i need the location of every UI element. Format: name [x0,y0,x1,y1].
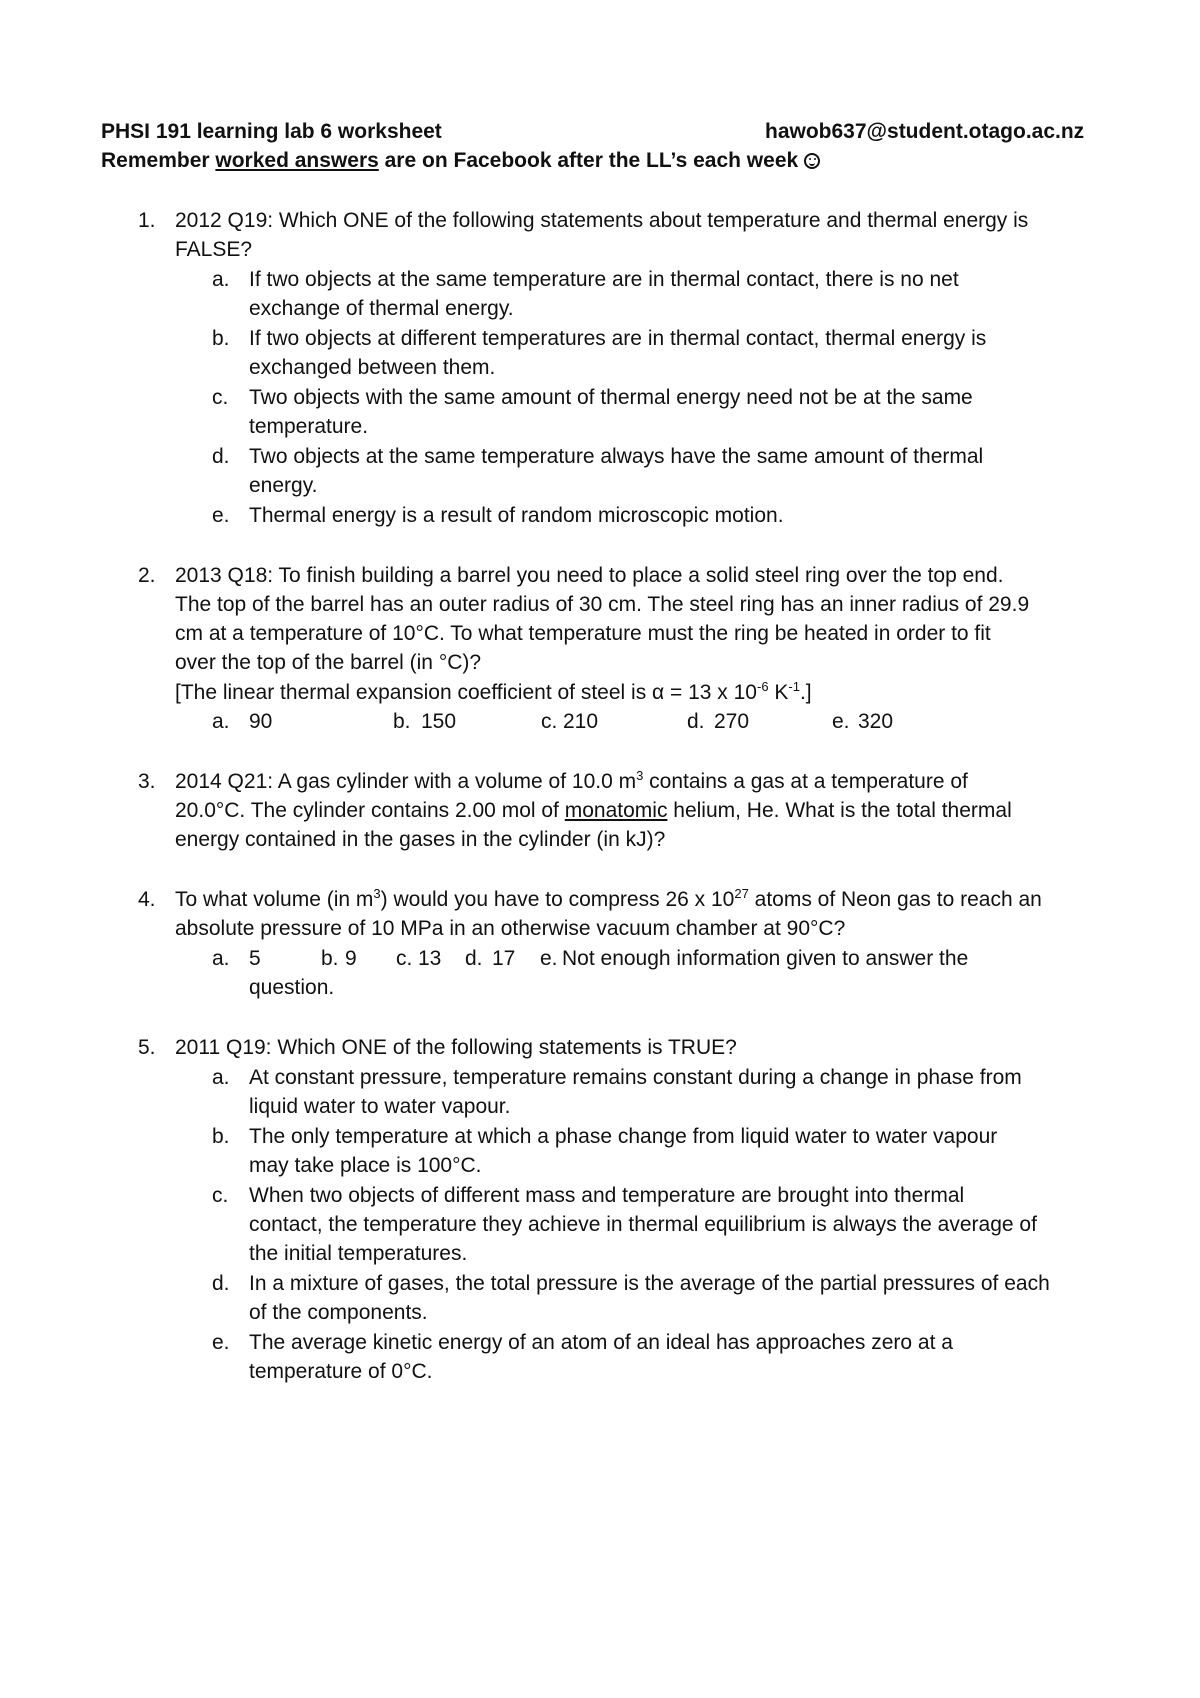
smiley-icon [804,153,820,169]
q1-option-text: exchange of thermal energy. [249,297,514,320]
q2-answer-value: 150 [421,710,457,733]
q5-option-text: of the components. [249,1301,428,1324]
q4-answer-value: Not enough information given to answer the [562,947,969,970]
author-email: hawob637@student.otago.ac.nz [765,120,1085,143]
question-2-line: 2013 Q18: To finish building a barrel you need to place a solid steel ring over the top end. [175,564,1004,587]
q5-option-letter: d. [212,1272,230,1295]
q4-exponent: 27 [734,886,749,901]
q4-answer-value: 13 [418,947,442,970]
q5-option-text: When two objects of different mass and temperature are brought into thermal [249,1184,965,1207]
question-4-line [175,886,1042,914]
question-4-number: 4. [138,888,156,911]
q3-exponent: 3 [636,768,644,783]
q1-option-text: Two objects with the same amount of thermal energy need not be at the same [249,386,973,409]
q4-text: ) would you have to compress 26 x 10 [380,888,735,911]
q5-option-letter: c. [212,1184,229,1207]
question-2-line: over the top of the barrel (in °C)? [175,651,482,674]
q5-option-text: The only temperature at which a phase change from liquid water to water vapour [249,1125,998,1148]
q4-answer-value: 17 [492,947,516,970]
q5-option-text: the initial temperatures. [249,1242,468,1265]
question-3-line [175,797,1012,825]
q1-option-text: If two objects at the same temperature are in thermal contact, there is no net [249,268,959,291]
q5-option-text: At constant pressure, temperature remains constant during a change in phase from [249,1066,1022,1089]
question-3-line: energy contained in the gases in the cylinder (in kJ)? [175,828,666,851]
q1-option-text: temperature. [249,415,369,438]
question-4-line: absolute pressure of 10 MPa in an otherwise vacuum chamber at 90°C? [175,917,846,940]
q1-option-letter: c. [212,386,229,409]
q2-answer-letter: d. [687,710,705,733]
q3-text: helium, He. What is the total thermal [667,799,1012,822]
q5-option-text: liquid water to water vapour. [249,1095,511,1118]
q1-option-letter: d. [212,445,230,468]
q5-option-text: temperature of 0°C. [249,1360,433,1383]
q1-option-letter: a. [212,268,230,291]
q5-option-letter: a. [212,1066,230,1089]
coef-text: [The linear thermal expansion coefficient of steel is α = 13 x 10 [175,681,757,704]
q5-option-text: contact, the temperature they achieve in thermal equilibrium is always the average of [249,1213,1037,1236]
q1-option-text: energy. [249,474,318,497]
q1-option-text: exchanged between them. [249,356,496,379]
q3-text: contains a gas at a temperature of [643,770,968,793]
coef-unit: K [768,681,789,704]
q4-answer-letter: d. [465,947,483,970]
q5-option-text: may take place is 100°C. [249,1154,482,1177]
q2-answer-letter: b. [393,710,411,733]
q4-answer-letter: b. [321,947,339,970]
question-1-line: FALSE? [175,238,253,261]
q2-answer-value: 90 [249,710,273,733]
q3-text: 20.0°C. The cylinder contains 2.00 mol of [175,799,565,822]
question-1-number: 1. [138,209,156,232]
q4-answer-value: 9 [345,947,357,970]
q2-answer-letter: c. [541,710,558,733]
q5-option-letter: b. [212,1125,230,1148]
monatomic-underlined: monatomic [564,799,668,822]
q5-option-text: In a mixture of gases, the total pressure is the average of the partial pressures of each [249,1272,1050,1295]
reminder-pre: Remember [101,149,216,172]
q1-option-text: If two objects at different temperatures are in thermal contact, thermal energy is [249,327,987,350]
question-2-number: 2. [138,564,156,587]
q1-option-letter: b. [212,327,230,350]
worksheet-title: PHSI 191 learning lab 6 worksheet [101,120,442,143]
q5-option-text: The average kinetic energy of an atom of an ideal has approaches zero at a [249,1331,953,1354]
q4-answer-value: 5 [249,947,261,970]
q4-exponent: 3 [373,886,381,901]
q2-answer-letter: e. [832,710,850,733]
q2-answer-letter: a. [212,710,230,733]
question-1-line: 2012 Q19: Which ONE of the following statements about temperature and thermal energy is [175,209,1029,232]
q5-option-letter: e. [212,1331,230,1354]
q2-answer-value: 320 [858,710,894,733]
q2-answer-value: 270 [714,710,750,733]
coef-exponent: -6 [757,679,769,694]
expansion-coefficient-note [175,679,812,707]
question-3-line [175,768,968,796]
q4-answer-letter: a. [212,947,230,970]
coef-unit-exponent: -1 [788,679,800,694]
q3-text: 2014 Q21: A gas cylinder with a volume of 10.0 m [175,770,637,793]
reminder-line [101,147,820,175]
q4-answer-letter: c. [396,947,413,970]
question-2-line: cm at a temperature of 10°C. To what temperature must the ring be heated in order to fit [175,622,991,645]
worked-answers-text: worked answers [215,149,379,172]
question-5-line: 2011 Q19: Which ONE of the following statements is TRUE? [175,1036,737,1059]
question-5-number: 5. [138,1036,156,1059]
q4-text: To what volume (in m [175,888,374,911]
q1-option-text: Thermal energy is a result of random microscopic motion. [249,504,784,527]
q1-option-text: Two objects at the same temperature always have the same amount of thermal [249,445,984,468]
q1-option-letter: e. [212,504,230,527]
q4-text: atoms of Neon gas to reach an [748,888,1042,911]
q2-answer-value: 210 [563,710,599,733]
coef-end: .] [799,681,812,704]
q4-answer-continuation: question. [249,976,335,999]
question-2-line: The top of the barrel has an outer radius of 30 cm. The steel ring has an inner radius of 29.9 [175,593,1030,616]
q4-answer-letter: e. [540,947,558,970]
question-3-number: 3. [138,770,156,793]
reminder-post: are on Facebook after the LL’s each week [378,149,805,172]
